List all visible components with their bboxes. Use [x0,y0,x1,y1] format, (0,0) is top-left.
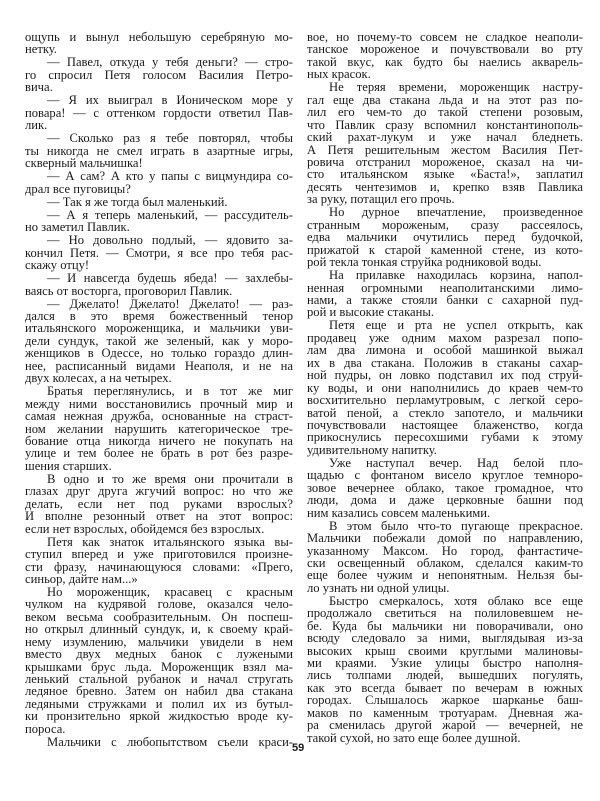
text-line: рой и высокие стаканы. [307,305,434,320]
paragraph [25,56,293,93]
text-line: синьор, дайте нам...» [25,571,138,586]
text-line: всюду следовало за ними, выглядывая из-за [307,631,583,646]
text-line: Мальчики побежали домой по направлению, [307,531,583,546]
paragraph [307,81,583,205]
text-line: Не теряя времени, мороженщик настру- [329,80,583,95]
text-line: скажу отцу! [25,258,90,273]
paragraph [25,272,293,297]
text-line: делать, если нет под руками взрослых? [25,496,293,511]
text-line: го спросил Петя голосом Василия Петро- [25,67,293,82]
text-line: женщиков в Одессе, но только гораздо длин- [25,346,293,361]
text-line: ты никогда не смел играть в азартные игры, [25,143,293,158]
paragraph [307,31,583,81]
paragraph [307,206,583,268]
text-line: лам два лимона и особой машинкой выжал [307,343,583,358]
paragraph [25,385,293,472]
paragraph [307,319,583,456]
text-line: ледяными стружками и полил их из бутыл- [25,696,293,711]
text-line: но открыл длинный сундук, и, к своему край- [25,622,293,637]
text-line: вместо двух медных банок с лужеными [25,647,293,662]
text-line: удивительному напитку. [307,442,437,457]
text-line: скверный мальчишка! [25,156,143,171]
paragraph [25,234,293,271]
text-line: — И навсегда будешь ябеда! — захлебы- [47,271,293,286]
text-line: но заметил Павлик. [25,220,130,235]
text-line: ку воды, и они наполнились до краев чем-то [307,380,583,395]
text-line: продолжало светиться на полиловевшем не- [307,606,583,621]
text-line: — Я их выиграл в Ионическом море у [47,93,293,108]
text-line: рой текла тонкая струйка родниковой воды. [307,255,542,270]
text-line: ра сменилась другой жарой — вечерней, не [307,718,583,733]
text-line: дели сундук, такой же зеленый, как у моро- [25,333,293,348]
text-line: улице и тем более не брать в рот без разре- [25,446,293,461]
text-line: высоких крыш своими круглыми малиновы- [307,643,583,658]
text-line: — Сколько раз я тебе повторял, чтобы [47,131,293,146]
text-line: Уже наступал вечер. Над белой пло- [329,455,583,470]
text-line: сти фразу, начинающуюся словами: «Прего, [25,559,293,574]
paragraph [307,269,583,319]
text-line: ненная огромными неаполитанскими лимо- [307,280,583,295]
text-line: такой вкус, как будто бы наелись акварель- [307,54,583,69]
text-column-right [307,31,583,745]
text-line: — Джелато! Джелато! Джелато! — раз- [47,296,293,311]
text-line: ски освещенный облаком, сделался каким-то [307,555,583,570]
text-line: веком весьма сообразительным. Он поспеш- [25,609,293,624]
text-line: Быстро смеркалось, хотя облако все еще [329,593,583,608]
paragraph [25,31,293,56]
text-line: ледяное бревно. Затем он набил два стакана [25,684,293,699]
text-line: указанному Максом. Но город, фантастиче- [307,543,583,558]
text-line: кончил Петя. — Смотри, я все про тебя рас- [25,245,293,260]
paragraph [25,196,293,208]
text-line: В одно и то же время они прочитали в [47,471,293,486]
text-line: ним казались совсем маленькими. [307,505,491,520]
paragraph [25,209,293,234]
text-line: городах. Слышалось жаркое шарканье баш- [307,693,583,708]
text-line: крышками брус льда. Мороженщик взял ма- [25,659,293,674]
text-line: ном желании нарушить категорическое тре- [25,421,293,436]
text-line: нее, расписанный видами Неаполя, и не на [25,358,293,373]
text-line: бе. Куда бы мальчики ни поворачивали, оно [307,618,583,633]
text-line: ровича отстранил мороженое, сказал на чи- [307,154,583,169]
text-line: люди, дома и даже церковные башни под [307,493,583,508]
text-line: — А я теперь маленький, — рассудитель- [47,207,293,222]
text-line: танское мороженое и почувствовали во рту [307,42,583,57]
text-line: гал еще два стакана льда и на этот раз по- [307,92,583,107]
text-line: самая нежная дружба, основанные на страст- [25,409,293,424]
text-line: Петя как знаток итальянского языка вы- [47,534,293,549]
text-line: едва мальчики очутились перед будочкой, [307,230,583,245]
text-line: если нет взрослых, обойдемся без взрослых. [25,521,265,536]
text-line: почувствовали настоящее блаженство, когда [307,417,583,432]
text-line: их в два стакана. Положив в стаканы сахар- [307,355,583,370]
text-line: — Но довольно подлый, — ядовито за- [47,233,293,248]
text-line: двух колесах, а на четырех. [25,371,172,386]
text-line: — Так я же тогда был маленький. [47,194,228,209]
text-line: ступил вперед и уже приготовился произне- [25,547,293,562]
text-line: сто итальянском языке «Баста!», заплатил [307,167,583,182]
text-line: ощупь и вынул небольшую серебряную мо- [25,30,293,44]
text-line: продавец уже одним махом разрезал попо- [307,330,583,345]
paragraph [25,94,293,131]
text-line: как это всегда бывает по вечерам в южных [307,680,583,695]
text-line: пороса. [25,721,66,736]
paragraph [25,536,293,586]
text-line: В этом было что-то пугающе прекрасное. [329,518,583,533]
text-line: нетку. [25,42,57,57]
paragraph [25,586,293,735]
text-line: прикоснулись пересохшими губами к этому [307,430,583,445]
text-line: ватой пеной, а стекло запотело, и мальчики [307,405,583,420]
text-line: И вполне резонный ответ на этот вопрос: [25,509,293,524]
paragraph [25,473,293,535]
text-line: лись толпами людей, вышедших погулять, [307,668,583,683]
text-line: чулком на кудрявой голове, оказался чело- [25,597,293,612]
text-line: десять чентезимов и, крепко взяв Павлика [307,179,583,194]
paragraph [25,298,293,385]
text-line: лил его чем-то до такой степени розовым, [307,105,583,120]
text-line: шения старших. [25,458,112,473]
text-line: ский рахат-лукум и уже начал бледнеть. [307,130,583,145]
text-line: — А сам? А кто у папы с вицмундира со- [47,169,293,184]
text-line: А Петя решительным жестом Василия Пет- [307,142,583,157]
text-line: Братья переглянулись, и в тот же миг [47,384,293,399]
text-line: ной пудры, он ловко подставил их под струй- [307,368,583,383]
text-line: глазах друг друга жгучий вопрос: но что же [25,484,293,499]
paragraph [25,736,293,748]
text-line: ки пронзительно яркой жидкостью вроде ку- [25,709,293,724]
text-line: дался в это время божественный тенор [25,308,293,323]
text-line: ло узнать ни одной улицы. [307,580,450,595]
text-line: странным мороженым, сразу рассеялось, [307,217,583,232]
text-line: еще более чужим и непонятным. Нельзя бы- [307,568,583,583]
text-line: прижатой к старой каменной стене, из кото- [307,242,583,257]
text-line: что Павлик сразу вспомнил константинополь- [307,117,583,132]
text-line: повара! — с оттенком гордости ответил Пав- [25,105,293,120]
paragraph [25,132,293,169]
text-line: вое, но почему-то совсем не сладкое неаполи- [307,30,583,44]
text-line: зовое вечернее облако, такое громадное, что [307,480,583,495]
text-line: Мальчики с любопытством съели краси- [47,734,293,749]
text-line: Петя еще и рта не успел открыть, как [329,318,583,333]
paragraph [307,520,583,595]
text-line: маков по каменным тротуарам. Дневная жа- [307,705,583,720]
text-line: нами, а также стояли банки с сахарной пуд- [307,292,583,307]
text-line: восхитительно перламутровым, с легкой серо- [307,393,583,408]
text-line: ленький стальной рубанок и начал стругать [25,672,293,687]
paragraph [25,170,293,195]
text-line: вича. [25,80,53,95]
text-line: бование отца никогда ничего не покупать на [25,433,293,448]
text-line: итальянского мороженщика, и мальчики уви- [25,321,293,336]
text-line: Но дурное впечатление, произведенное [329,205,583,220]
text-line: щадью с фонтаном висело круглое темноро- [307,468,583,483]
paragraph [307,457,583,519]
text-line: ваясь от восторга, проговорил Павлик. [25,283,233,298]
text-line: Но мороженщик, красавец с красным [47,584,293,599]
paragraph [307,595,583,744]
text-line: нему изумлению, мальчики увидели в нем [25,634,293,649]
text-line: лик. [25,118,48,133]
text-column-left [25,31,293,749]
page-number: 59 [292,742,305,754]
text-line: ных красок. [307,67,371,82]
text-line: такой сухой, но зато еще более душной. [307,730,521,745]
text-line: драл все пуговицы? [25,181,131,196]
text-line: На прилавке находилась корзина, напол- [329,268,583,283]
text-line: за руку, потащил его прочь. [307,192,455,207]
text-line: ми краями. Узкие улицы быстро наполня- [307,656,583,671]
text-line: между ними восстановились прочный мир и [25,396,293,411]
text-line: — Павел, откуда у тебя деньги? — стро- [47,55,293,70]
